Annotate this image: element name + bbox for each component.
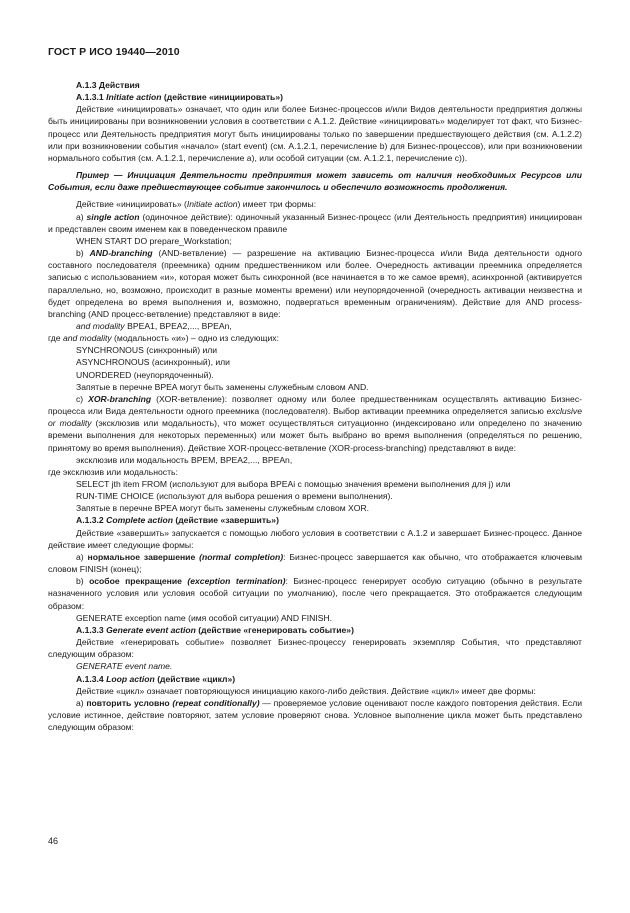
code-line: GENERATE exception name (имя особой ситуации) AND FINISH. [76, 612, 333, 623]
option-line: SELECT jth item FROM (используют для выбора BPEAi с помощью значения времени выполнения для j) или [76, 479, 511, 489]
list-item-b: b) AND-branching (AND-ветвление) — разрешение на активацию Бизнес-процесса и/или Вида деятельности одного составного последователя (преемника) одним предшественником или более. Очередность активации преемника определяется записью с использованием «и», которая может быть синхронной (все начинается в то же самое время), асинхронной (активируется параллельно, но, возможно, происходит в разные моменты времени) или неупорядоченной (очередность активации неизвестна и будет определена во время выполнения и, возможно, подвергаться временным ограничениям). Действие для AND process-branching (AND процесс-ветвление) представляют в виде: [48, 248, 582, 319]
list-item-a: а) нормальное завершение (normal completion): Бизнес-процесс завершается как обычно, что отображается ключевым словом FINISH (конец); [48, 551, 583, 575]
code-line: GENERATE event name. [76, 661, 173, 672]
code-line: and modality BPEA1, BPEA2,..., BPEAn, [76, 320, 232, 331]
example-paragraph: Пример — Инициация Деятельности предприятия может зависеть от наличия необходимых Ресурсов или События, если даже предшествующее событие закончилось и обеспечило возможность продолжения. [48, 170, 582, 193]
note-line: Запятые в перечне BPEA могут быть заменены служебным словом XOR. [76, 503, 370, 514]
option-line: UNORDERED (неупорядоченный). [76, 369, 214, 380]
paragraph: Действие «инициировать» (Initiate action) имеет три формы: [76, 199, 317, 210]
paragraph: где эксклюзив или модальность: [48, 466, 178, 477]
section-heading-a131 [48, 91, 582, 103]
list-item-a: а) single action (одиночное действие): одиночный указанный Бизнес-процесс (или Деятельность предприятия) инициирован и представлен своим именем как в поведенческом правиле [48, 211, 583, 234]
paragraph: Действие «цикл» означает повторяющуюся инициацию какого-либо действия. Действие «цикл» имеет две формы: [76, 685, 536, 696]
page-header: ГОСТ Р ИСО 19440—2010 [48, 46, 180, 58]
heading-number: A.1.3.1 [76, 92, 107, 103]
paragraph: где and modality (модальность «и») – одно из следующих: [48, 333, 279, 344]
heading-suffix: (действие «инициировать») [161, 92, 283, 103]
heading-term: Initiate action [106, 92, 162, 103]
page-number: 46 [48, 836, 59, 846]
option-line: RUN-TIME CHOICE (используют для выбора решения о времени выполнения). [76, 491, 393, 502]
section-heading-a133: A.1.3.3 Generate event action (действие «генерировать событие») [76, 624, 354, 635]
option-line: SYNCHRONOUS (синхронный) или [76, 345, 218, 356]
paragraph: Действие «завершить» запускается с помощью любого условия в соответствии с А.1.2 и завершает Бизнес-процесс. Данное действие имеет следующие формы: [48, 527, 582, 550]
section-heading-a13: A.1.3 Действия [76, 80, 140, 90]
document-body [48, 79, 582, 733]
option-line: ASYNCHRONOUS (асинхронный), или [76, 357, 230, 368]
paragraph: Действие «инициировать» означает, что один или более Бизнес-процессов и/или Видов деятельности предприятия должны быть инициированы при возникновении условия в соответствии с А.1.2. Действие «инициировать» моделирует тот факт, что Бизнес-процесс или Деятельность предприятия могут быть инициированы только по завершении предшествующего действия (см. А.1.2.2) или при возникновении события «начало» (start event) (см. А.1.2.1, перечисление b) для Бизнес-процессов), или при возникновении нормального события (см. А.1.2.1, перечисление а), или особой ситуации (см. А.1.2.1, перечисление с)). [48, 104, 582, 163]
list-item-a: а) повторить условно (repeat conditionally) — проверяемое условие оценивают после каждого повторения действия. Если условие истинное, действие повторяют, затем условие проверяют снова. Условное выполнение цикла может быть представлено следующим образом: [48, 697, 583, 733]
paragraph: Действие «генерировать событие» позволяет Бизнес-процессу генерировать экземпляр События, что представляют следующим образом: [48, 637, 582, 660]
list-item-c: с) XOR-branching (XOR-ветвление): позволяет одному или более предшественникам осуществлять активацию Бизнес-процесса или Вида деятельности одного преемника (последователя). Выбор активации преемника определяется записью exclusive or modality (эксклюзив или модальность), что может осуществляться ситуационно (индексировано или определено по значению времени выполнения для некоторых переменных) или может быть выбрано во время выполнения (определяться по решению, принятому во время выполнения). Действие XOR-процесс-ветвление (XOR-process-branching) представляют в виде: [48, 393, 582, 453]
code-line: эксклюзив или модальность BPEM, BPEA2,..., BPEAn, [76, 454, 293, 465]
code-line: WHEN START DO prepare_Workstation; [76, 235, 232, 246]
section-heading-a132: A.1.3.2 Complete action (действие «завершить») [76, 515, 279, 526]
note-line: Запятые в перечне BPEA могут быть заменены служебным словом AND. [76, 381, 369, 392]
section-heading-a134: A.1.3.4 Loop action (действие «цикл») [76, 673, 236, 684]
list-item-b: b) особое прекращение (exception termination): Бизнес-процесс генерирует особую ситуацию (обычно в результате назначенного условия или условия особой ситуации по умолчанию), после чего прекращается. Это отображается следующим образом: [48, 576, 582, 611]
